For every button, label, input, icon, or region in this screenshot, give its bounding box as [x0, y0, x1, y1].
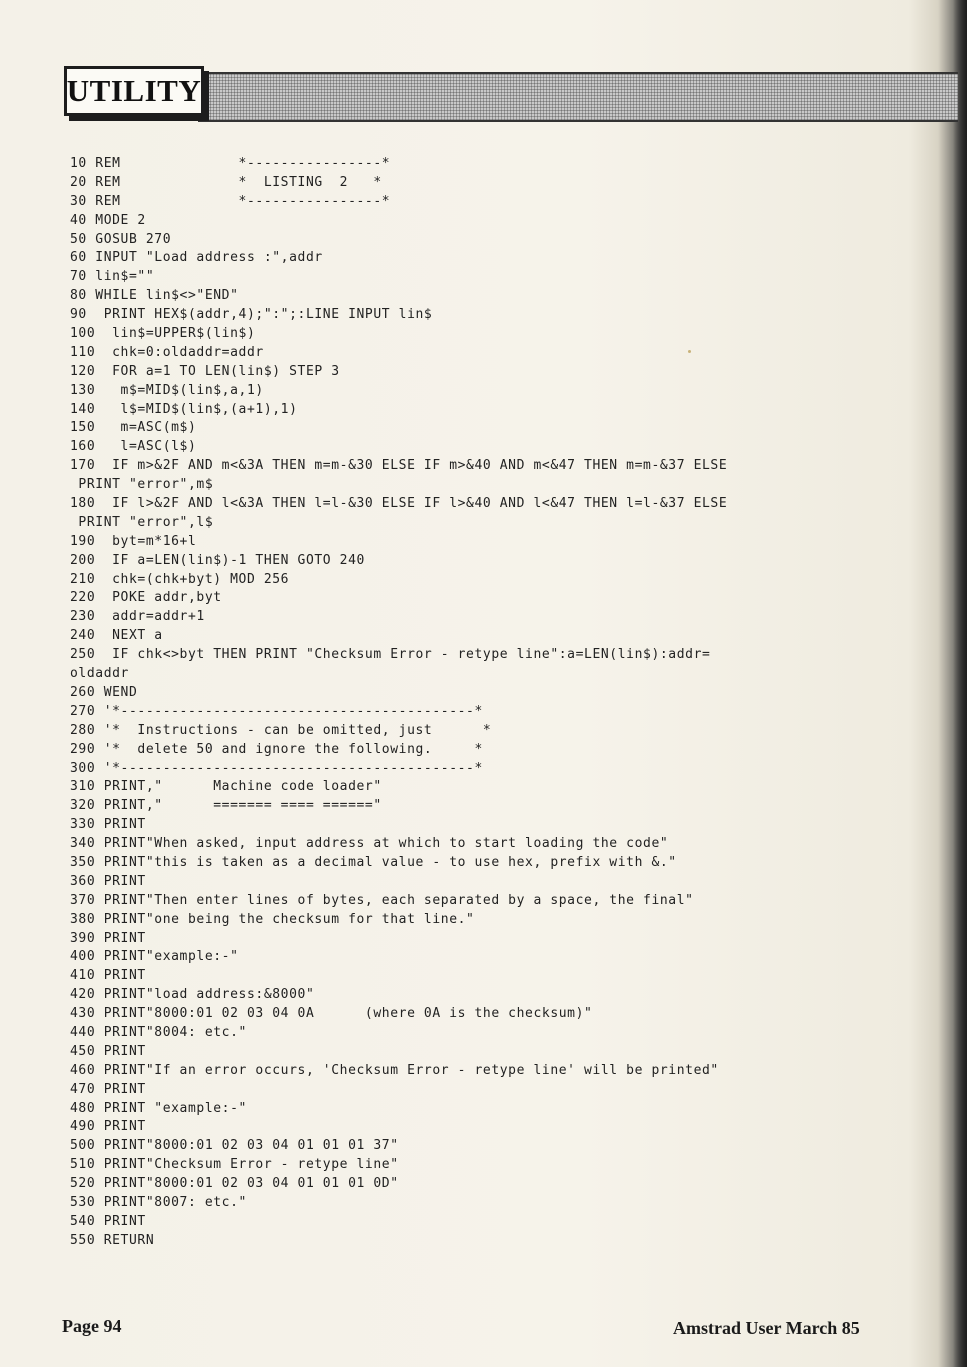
code-line: 150 m=ASC(m$)	[70, 420, 197, 436]
code-line: 250 IF chk<>byt THEN PRINT "Checksum Error - retype line":a=LEN(lin$):addr=	[70, 647, 711, 663]
paper-speck	[688, 350, 691, 353]
code-line: 380 PRINT"one being the checksum for that line."	[70, 911, 475, 927]
code-line: 190 byt=m*16+l	[70, 533, 197, 549]
code-line: 520 PRINT"8000:01 02 03 04 01 01 01 0D"	[70, 1176, 399, 1192]
code-line: 420 PRINT"load address:&8000"	[70, 987, 315, 1003]
code-line: PRINT "error",l$	[70, 514, 214, 530]
code-line: PRINT "error",m$	[70, 477, 214, 493]
code-line: 100 lin$=UPPER$(lin$)	[70, 326, 256, 342]
program-listing	[70, 155, 727, 1251]
code-line: 80 WHILE lin$<>"END"	[70, 288, 239, 304]
code-line: 400 PRINT"example:-"	[70, 949, 239, 965]
code-line: 500 PRINT"8000:01 02 03 04 01 01 01 37"	[70, 1138, 399, 1154]
code-line: 340 PRINT"When asked, input address at which to start loading the code"	[70, 836, 669, 852]
code-line: 350 PRINT"this is taken as a decimal value - to use hex, prefix with &."	[70, 854, 677, 870]
code-line: 410 PRINT	[70, 968, 146, 984]
code-line: 110 chk=0:oldaddr=addr	[70, 344, 264, 360]
code-line: 240 NEXT a	[70, 628, 163, 644]
code-line: 220 POKE addr,byt	[70, 590, 222, 606]
code-line: 450 PRINT	[70, 1043, 146, 1059]
page-edge-shadow	[953, 0, 967, 1367]
code-line: 490 PRINT	[70, 1119, 146, 1135]
code-line: 70 lin$=""	[70, 269, 155, 285]
code-line: 300 '*------------------------------------------*	[70, 760, 483, 776]
code-line: 170 IF m>&2F AND m<&3A THEN m=m-&30 ELSE IF m>&40 AND m<&47 THEN m=m-&37 ELSE	[70, 458, 728, 474]
code-line: 330 PRINT	[70, 817, 146, 833]
code-line: 280 '* Instructions - can be omitted, just *	[70, 722, 492, 738]
code-line: 510 PRINT"Checksum Error - retype line"	[70, 1157, 399, 1173]
code-line: 430 PRINT"8000:01 02 03 04 0A (where 0A is the checksum)"	[70, 1006, 593, 1022]
code-line: 20 REM * LISTING 2 *	[70, 174, 382, 190]
code-line: 120 FOR a=1 TO LEN(lin$) STEP 3	[70, 363, 340, 379]
code-line: 130 m$=MID$(lin$,a,1)	[70, 382, 264, 398]
code-line: 390 PRINT	[70, 930, 146, 946]
section-label: UTILITY	[66, 73, 202, 108]
code-line: 160 l=ASC(l$)	[70, 439, 197, 455]
code-line: 60 INPUT "Load address :",addr	[70, 250, 323, 266]
page-number: Page 94	[62, 1316, 122, 1336]
code-line: 540 PRINT	[70, 1213, 146, 1229]
section-label-box	[64, 66, 204, 116]
code-line: 360 PRINT	[70, 873, 146, 889]
code-line: 30 REM *----------------*	[70, 193, 391, 209]
code-line: 200 IF a=LEN(lin$)-1 THEN GOTO 240	[70, 552, 365, 568]
code-line: 530 PRINT"8007: etc."	[70, 1194, 247, 1210]
code-line: 230 addr=addr+1	[70, 609, 205, 625]
code-line: 290 '* delete 50 and ignore the following. *	[70, 741, 483, 757]
header-hatched-band	[198, 72, 958, 122]
code-line: 260 WEND	[70, 684, 138, 700]
publication-footer: Amstrad User March 85	[673, 1318, 860, 1338]
code-line: 40 MODE 2	[70, 212, 146, 228]
code-line: 90 PRINT HEX$(addr,4);":";:LINE INPUT lin$	[70, 307, 433, 323]
code-line: 370 PRINT"Then enter lines of bytes, each separated by a space, the final"	[70, 892, 694, 908]
code-line: 180 IF l>&2F AND l<&3A THEN l=l-&30 ELSE IF l>&40 AND l<&47 THEN l=l-&37 ELSE	[70, 496, 728, 512]
code-line: 210 chk=(chk+byt) MOD 256	[70, 571, 290, 587]
code-line: 270 '*------------------------------------------*	[70, 703, 483, 719]
code-line: 310 PRINT," Machine code loader"	[70, 779, 382, 795]
code-line: 140 l$=MID$(lin$,(a+1),1)	[70, 401, 298, 417]
code-line: 550 RETURN	[70, 1232, 155, 1248]
code-line: 470 PRINT	[70, 1081, 146, 1097]
code-line: 320 PRINT," ======= ==== ======"	[70, 798, 382, 814]
code-line: 440 PRINT"8004: etc."	[70, 1024, 247, 1040]
code-line: oldaddr	[70, 666, 129, 682]
code-line: 10 REM *----------------*	[70, 156, 391, 171]
code-line: 460 PRINT"If an error occurs, 'Checksum Error - retype line' will be printed"	[70, 1062, 719, 1078]
code-line: 50 GOSUB 270	[70, 231, 172, 247]
code-line: 480 PRINT "example:-"	[70, 1100, 247, 1116]
